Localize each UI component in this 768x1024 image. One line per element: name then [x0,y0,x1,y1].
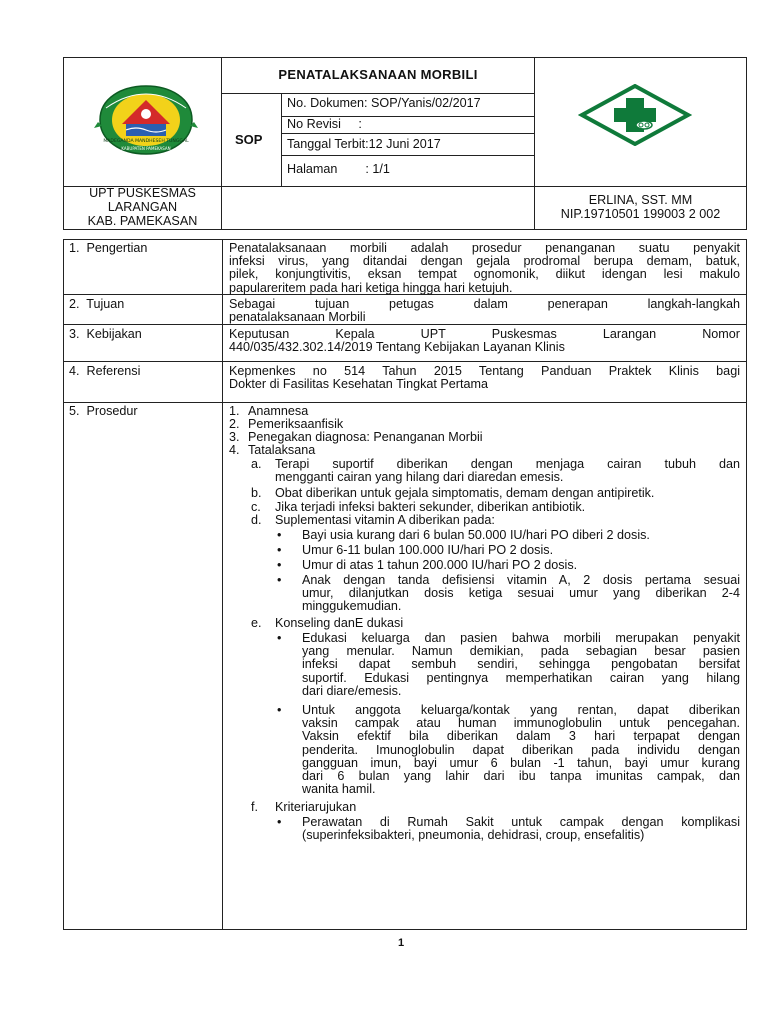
bullet-icon: • [277,631,282,645]
substep-text: Obat diberikan untuk gejala simptomatis, demam dengan antipiretik. [275,486,655,500]
row-label-kebijakan: 3. Kebijakan [69,327,142,341]
text-line: Edukasi keluarga dan pasien bahwa morbili merupakan penyakit [302,631,740,645]
page-count: Halaman : 1/1 [287,162,390,176]
text-line: (superinfeksibakteri, pneumonia, dehidrasi, croup, ensefalitis) [302,828,645,843]
text-line: Vaksin efektif bila diberikan dalam 3 hari terpapat dengan [302,729,740,744]
text-line: yang menular. Namun demikian, pada sebagian besar pasien [302,644,740,659]
substep-letter: d. [251,513,262,527]
text-line: pilek, konjungtivitis, eksan tempat ognomonik, diikut idengan lesi makulo [229,267,740,282]
tujuan-text [229,298,740,324]
text-line: dari 6 bulan yang lahir dari ibu tanpa imunitas campak, dan [302,769,740,784]
kebijakan-text [229,328,740,354]
text-line: umur, dilanjutkan dosis ketiga sesuai umur yang diberikan 2-4 [302,586,740,601]
substep-text: Jika terjadi infeksi bakteri sekunder, diberikan antibiotik. [275,500,586,514]
signer-nip: NIP.19710501 199003 2 002 [560,207,721,221]
prosedur-content [229,405,740,925]
text-line: Keputusan Kepala UPT Puskesmas Larangan Nomor [229,327,740,341]
substep-letter: a. [251,457,262,471]
text-line: Dokter di Fasilitas Kesehatan Tingkat Pertama [229,377,488,392]
step-number: 1. [229,404,240,418]
text-line: Terapi suportif diberikan dengan menjaga cairan tubuh dan [275,457,740,471]
pengertian-text [229,242,740,295]
referensi-text [229,365,740,391]
sop-label: SOP [235,132,263,147]
row-label-tujuan: 2. Tujuan [69,297,125,311]
puskesmas-logo [578,84,692,146]
step-text: Anamnesa [248,404,309,418]
row-label-referensi: 4. Referensi [69,364,141,378]
bullet-icon: • [277,528,282,542]
text-line: mengganti cairan yang hilang dari diaredan emesis. [275,470,564,485]
text-line: penatalaksanaan Morbili [229,310,366,325]
substep-letter: c. [251,500,261,514]
text-line: Perawatan di Rumah Sakit untuk campak dengan komplikasi [302,815,740,829]
bullet-icon: • [277,703,282,717]
org-line: KAB. PAMEKASAN [87,214,198,228]
signer-block [535,193,746,221]
row-label-pengertian: 1. Pengertian [69,241,148,255]
document-title: PENATALAKSANAAN MORBILI [278,67,478,82]
text-line: minggukemudian. [302,599,402,614]
text-line: Umur 6-11 bulan 100.000 IU/hari PO 2 dosis. [302,543,554,557]
org-line: UPT PUSKESMAS [89,186,196,200]
text-line: dari diare/emesis. [302,683,402,698]
substep-letter: e. [251,616,262,630]
signer-name: ERLINA, SST. MM [588,193,693,207]
text-line: Kepmenkes no 514 Tahun 2015 Tentang Panduan Praktek Klinis bagi [229,364,740,378]
substep-text: Konseling danE dukasi [275,616,404,630]
text-line: wanita hamil. [302,782,376,797]
emblem-motto: MADEGANDA MANDHESEH TUNGGAL [103,139,189,144]
bullet-icon: • [277,815,282,829]
text-line: papulareritem pada hari ketiga hingga hari ketujuh. [229,280,513,295]
step-text: Tatalaksana [248,443,316,457]
bullet-icon: • [277,558,282,572]
step-number: 4. [229,443,240,457]
page-number: 1 [398,937,405,949]
substep-text: Suplementasi vitamin A diberikan pada: [275,513,495,527]
substep-text: Kriteriarujukan [275,800,357,814]
substep-letter: b. [251,486,262,500]
text-line: gangguan imun, bayi umur 6 bulan -1 tahun, bayi umur kurang [302,755,740,770]
text-line: Sebagai tujuan petugas dalam penerapan langkah-langkah [229,297,740,311]
text-line: Umur di atas 1 tahun 200.000 IU/hari PO 2 dosis. [302,558,578,572]
text-line: infeksi virus, yang ditandai dengan gejala prodromal berupa demam, batuk, [229,254,740,269]
emblem-subtitle: KABUPATEN PAMEKASAN [121,146,171,151]
step-text: Penegakan diagnosa: Penanganan Morbii [248,430,483,444]
text-line: penderita. Imunoglobulin dapat diberikan pada individu dengan [302,742,740,757]
text-line: suportif. Edukasi pentingnya memperhatikan cairan yang hilang [302,670,740,685]
publish-date: Tanggal Terbit:12 Juni 2017 [287,137,441,151]
substep-letter: f. [251,800,258,814]
text-line: Untuk anggota keluarga/kontak yang rentan, dapat diberikan [302,703,740,717]
step-number: 2. [229,417,240,431]
text-line: 440/035/432.302.14/2019 Tentang Kebijakan Layanan Klinis [229,340,565,355]
organization-name [64,186,221,228]
text-line: vaksin campak atau human immunoglobulin untuk pencegahan. [302,716,740,731]
bullet-icon: • [277,573,282,587]
text-line: Bayi usia kurang dari 6 bulan 50.000 IU/hari PO diberi 2 dosis. [302,528,650,542]
text-line: Anak dengan tanda defisiensi vitamin A, 2 dosis pertama sesuai [302,573,740,587]
row-label-prosedur: 5. Prosedur [69,404,138,418]
document-number: No. Dokumen: SOP/Yanis/02/2017 [287,96,481,110]
revision-number: No Revisi : [287,117,362,131]
text-line: infeksi dapat sembuh sendiri, sehingga pengobatan bersifat [302,657,740,672]
step-number: 3. [229,430,240,444]
bullet-icon: • [277,543,282,557]
step-text: Pemeriksaanfisik [248,417,344,431]
org-line: LARANGAN [107,200,178,214]
text-line: Penatalaksanaan morbili adalah prosedur penanganan suatu penyakit [229,241,740,255]
regency-emblem [92,80,200,160]
